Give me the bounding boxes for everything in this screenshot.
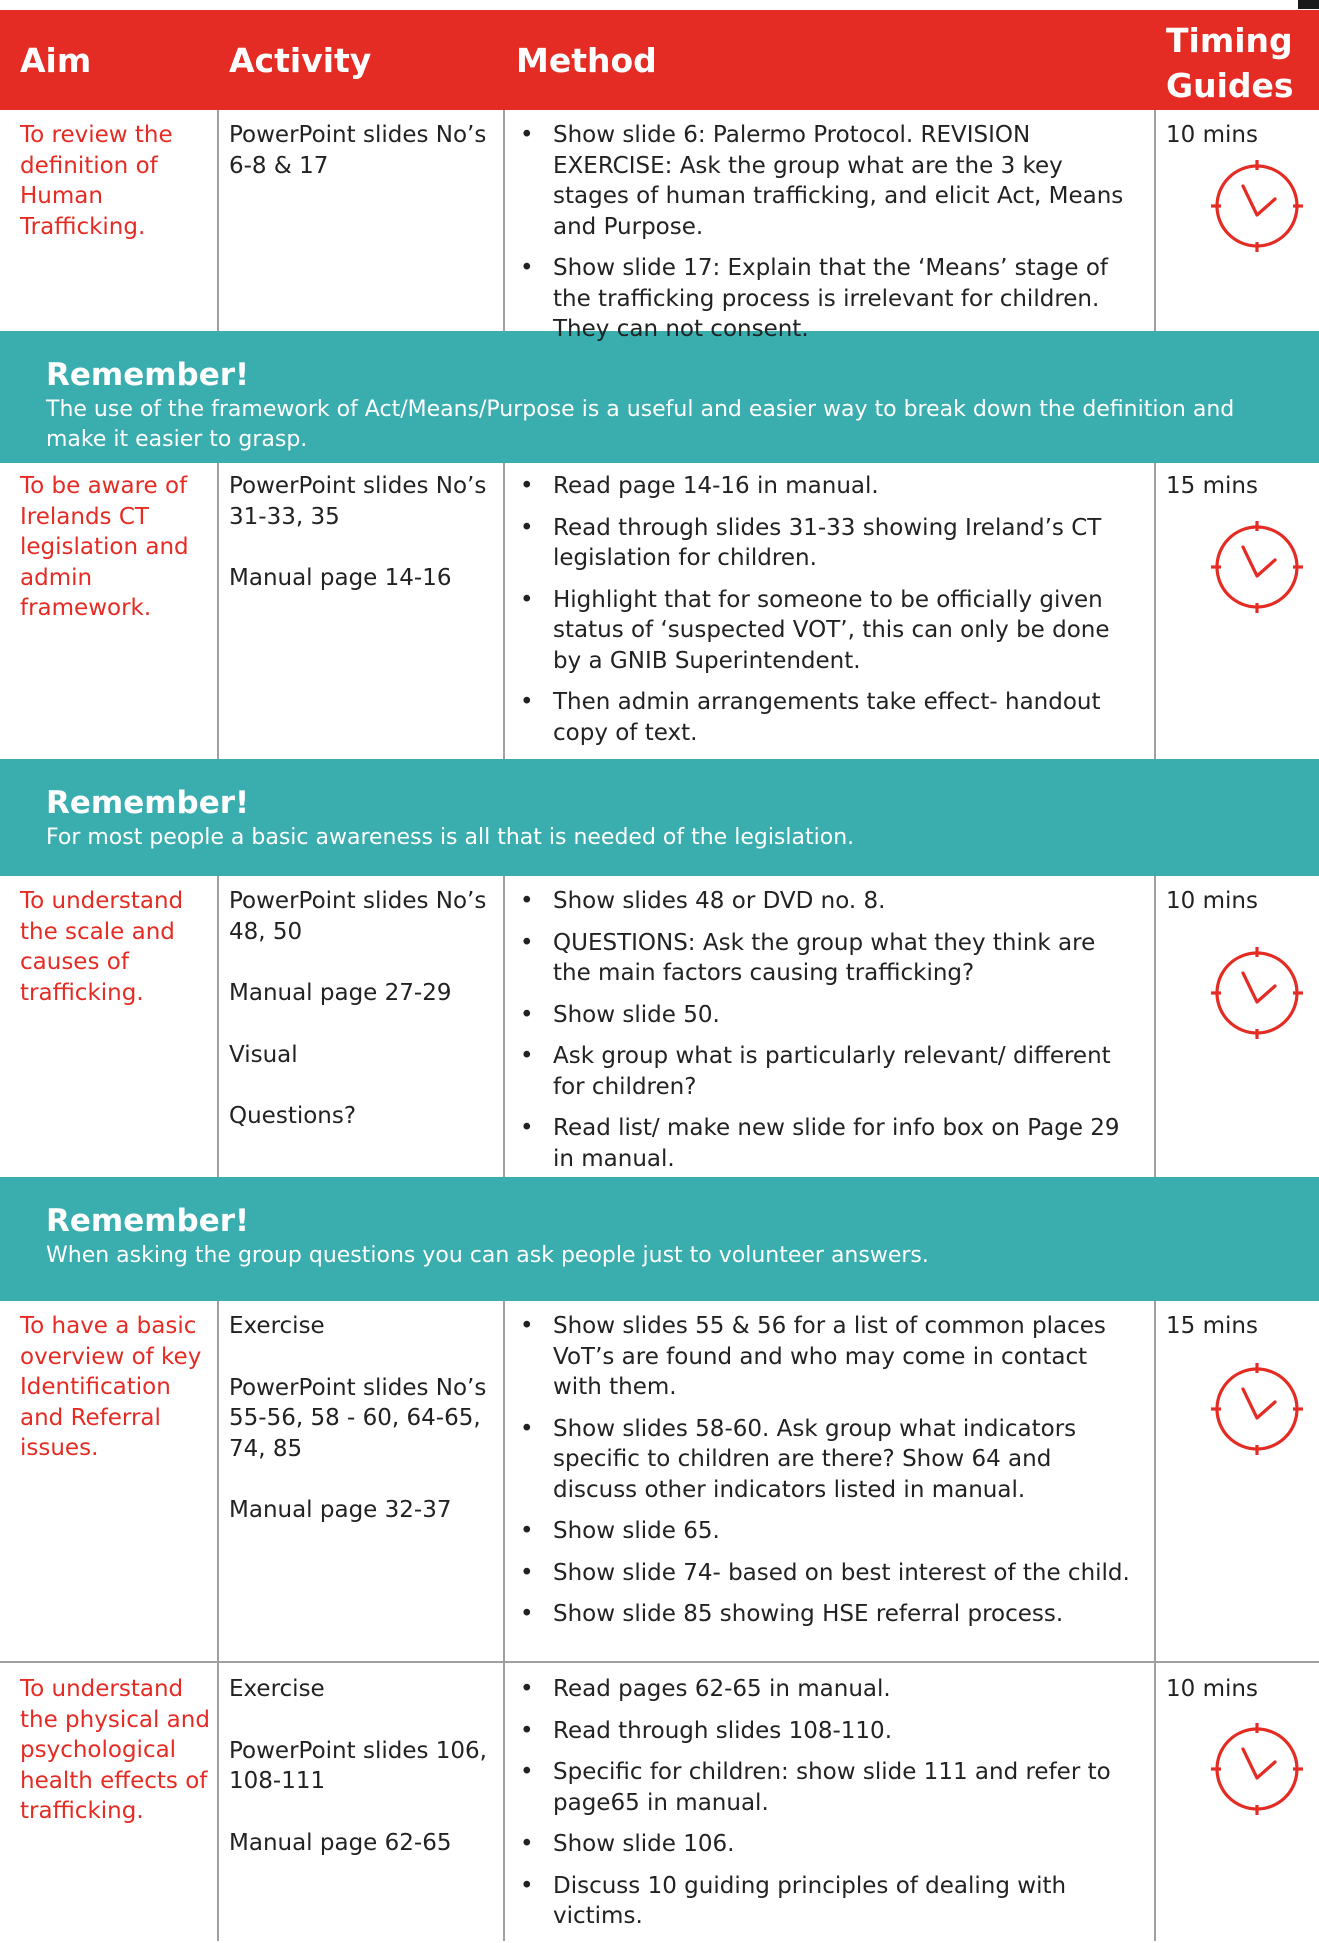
row-timing: 15 mins (1166, 473, 1258, 499)
table-header (0, 10, 1319, 110)
remember-text: The use of the framework of Act/Means/Purpose is a useful and easier way to break down the definition and make it easier to grasp. (46, 397, 1235, 452)
bullet: • (520, 1001, 534, 1028)
method-item (520, 1674, 1140, 1705)
bullet: • (520, 929, 534, 956)
method-text: Read through slides 31-33 showing Ireland’s CT legislation for children. (553, 514, 1102, 571)
grid-line (503, 463, 505, 759)
bullet: • (520, 473, 534, 499)
bullet: • (520, 514, 534, 541)
method-text: Show slide 65. (553, 1518, 720, 1544)
clock-icon (1210, 1362, 1304, 1456)
row-aim: To understand the scale and causes of trafficking. (20, 888, 184, 1006)
row-activity (229, 120, 499, 212)
row-divider (0, 1661, 1319, 1663)
method-item (520, 120, 1140, 242)
header-activity: Activity (229, 41, 372, 80)
activity-item: PowerPoint slides No’s 6-8 & 17 (229, 122, 487, 179)
bullet: • (520, 1518, 534, 1544)
row-aim: To review the definition of Human Trafficking. (20, 122, 173, 240)
bullet: • (520, 1313, 534, 1339)
method-item (520, 1414, 1140, 1506)
method-item (520, 1871, 1140, 1932)
method-item (520, 1516, 1140, 1547)
header-aim: Aim (20, 41, 92, 80)
row-timing: 10 mins (1166, 1676, 1258, 1702)
remember-title: Remember! (46, 357, 250, 393)
method-text: Then admin arrangements take effect- handout copy of text. (553, 689, 1101, 746)
method-item (520, 1113, 1140, 1174)
method-item (520, 687, 1140, 748)
method-text: Read through slides 108-110. (553, 1717, 893, 1744)
header-timing-line2: Guides (1166, 66, 1294, 105)
row-activity (229, 1674, 499, 1889)
activity-item: Questions? (229, 1103, 357, 1129)
row-activity (229, 471, 499, 625)
row-method-list (520, 1674, 1140, 1943)
remember-band (0, 1177, 1319, 1301)
row-timing: 15 mins (1166, 1313, 1258, 1339)
bullet: • (520, 1601, 534, 1627)
grid-line (217, 463, 219, 759)
bullet: • (520, 1717, 534, 1744)
activity-item: PowerPoint slides No’s 31-33, 35 (229, 473, 487, 530)
grid-line (217, 1301, 219, 1941)
method-text: Show slide 106. (553, 1831, 735, 1857)
method-text: Specific for children: show slide 111 and refer to page65 in manual. (553, 1759, 1111, 1816)
row-timing: 10 mins (1166, 122, 1258, 148)
grid-line (1154, 1301, 1156, 1941)
row-activity (229, 886, 499, 1163)
clock-icon (1210, 1722, 1304, 1816)
method-item (520, 1599, 1140, 1630)
header-timing-line1: Timing (1166, 21, 1293, 60)
remember-text: For most people a basic awareness is all that is needed of the legislation. (46, 825, 855, 850)
method-text: Show slides 58-60. Ask group what indicators specific to children are there? Show 64 and discuss other indicators listed in manual. (553, 1415, 1077, 1503)
grid-line (503, 876, 505, 1177)
remember-band (0, 759, 1319, 876)
clock-icon (1210, 946, 1304, 1040)
row-method-list (520, 471, 1140, 759)
activity-item: Exercise (229, 1313, 325, 1339)
grid-line (503, 110, 505, 331)
bullet: • (520, 586, 534, 613)
row-timing: 10 mins (1166, 888, 1258, 914)
method-text: Read page 14-16 in manual. (553, 473, 879, 499)
method-item (520, 471, 1140, 502)
method-item (520, 1311, 1140, 1403)
row-activity (229, 1311, 499, 1557)
row-aim: To have a basic overview of key Identification and Referral issues. (20, 1313, 202, 1461)
corner-tab (1298, 0, 1319, 9)
method-item (520, 513, 1140, 574)
method-text: Read pages 62-65 in manual. (553, 1676, 891, 1702)
row-method-list (520, 886, 1140, 1185)
method-item (520, 253, 1140, 345)
method-text: Show slide 17: Explain that the ‘Means’ stage of the trafficking process is irrelevant for children. They can not consent. (553, 255, 1109, 342)
row-method-list (520, 1311, 1140, 1641)
activity-item: Manual page 32-37 (229, 1497, 452, 1523)
bullet: • (520, 1759, 534, 1785)
activity-item: PowerPoint slides No’s 48, 50 (229, 888, 487, 945)
bullet: • (520, 1115, 534, 1141)
remember-text: When asking the group questions you can ask people just to volunteer answers. (46, 1243, 929, 1268)
grid-line (217, 110, 219, 331)
method-item (520, 1000, 1140, 1031)
grid-line (1154, 110, 1156, 331)
header-method: Method (516, 41, 657, 80)
method-item (520, 1558, 1140, 1589)
method-text: Show slides 48 or DVD no. 8. (553, 888, 886, 914)
bullet: • (520, 1559, 534, 1586)
method-text: Discuss 10 guiding principles of dealing with victims. (553, 1872, 1067, 1929)
bullet: • (520, 1415, 534, 1442)
method-text: Show slides 55 & 56 for a list of common places VoT’s are found and who may come in contact with them. (553, 1313, 1106, 1400)
bullet: • (520, 1872, 534, 1899)
method-text: Read list/ make new slide for info box on Page 29 in manual. (553, 1115, 1120, 1172)
activity-item: Manual page 14-16 (229, 565, 452, 591)
bullet: • (520, 689, 534, 715)
method-text: Ask group what is particularly relevant/ different for children? (553, 1043, 1111, 1100)
method-item (520, 1041, 1140, 1102)
method-item (520, 886, 1140, 917)
method-item (520, 928, 1140, 989)
bullet: • (520, 1676, 534, 1702)
activity-item: Manual page 62-65 (229, 1829, 452, 1856)
method-item (520, 1829, 1140, 1860)
bullet: • (520, 1043, 534, 1069)
header-timing (1166, 18, 1294, 108)
method-item (520, 585, 1140, 677)
method-item (520, 1757, 1140, 1818)
method-text: Show slide 50. (553, 1001, 720, 1028)
row-aim: To be aware of Irelands CT legislation and admin framework. (20, 473, 189, 621)
bullet: • (520, 255, 534, 281)
grid-line (503, 1301, 505, 1941)
method-text: Highlight that for someone to be officially given status of ‘suspected VOT’, this can only be done by a GNIB Superintendent. (553, 586, 1110, 674)
remember-title: Remember! (46, 785, 250, 821)
bullet: • (520, 1831, 534, 1857)
bullet: • (520, 122, 534, 148)
bullet: • (520, 888, 534, 914)
remember-title: Remember! (46, 1203, 250, 1239)
activity-item: Exercise (229, 1676, 325, 1702)
grid-line (1154, 463, 1156, 759)
method-text: Show slide 6: Palermo Protocol. REVISION EXERCISE: Ask the group what are the 3 key stages of human trafficking, and elicit Act, Means and Purpose. (553, 122, 1124, 240)
clock-icon (1210, 159, 1304, 253)
row-aim: To understand the physical and psychological health effects of trafficking. (20, 1676, 210, 1824)
row-method-list (520, 120, 1140, 356)
activity-item: PowerPoint slides No’s 55-56, 58 - 60, 64-65, 74, 85 (229, 1374, 487, 1462)
activity-item: Visual (229, 1041, 298, 1068)
activity-item: Manual page 27-29 (229, 980, 452, 1006)
grid-line (217, 876, 219, 1177)
method-text: Show slide 74- based on best interest of the child. (553, 1559, 1130, 1586)
grid-line (1154, 876, 1156, 1177)
method-item (520, 1716, 1140, 1747)
clock-icon (1210, 520, 1304, 614)
method-text: QUESTIONS: Ask the group what they think are the main factors causing trafficking? (553, 929, 1096, 986)
activity-item: PowerPoint slides 106, 108-111 (229, 1737, 487, 1794)
method-text: Show slide 85 showing HSE referral process. (553, 1601, 1064, 1627)
